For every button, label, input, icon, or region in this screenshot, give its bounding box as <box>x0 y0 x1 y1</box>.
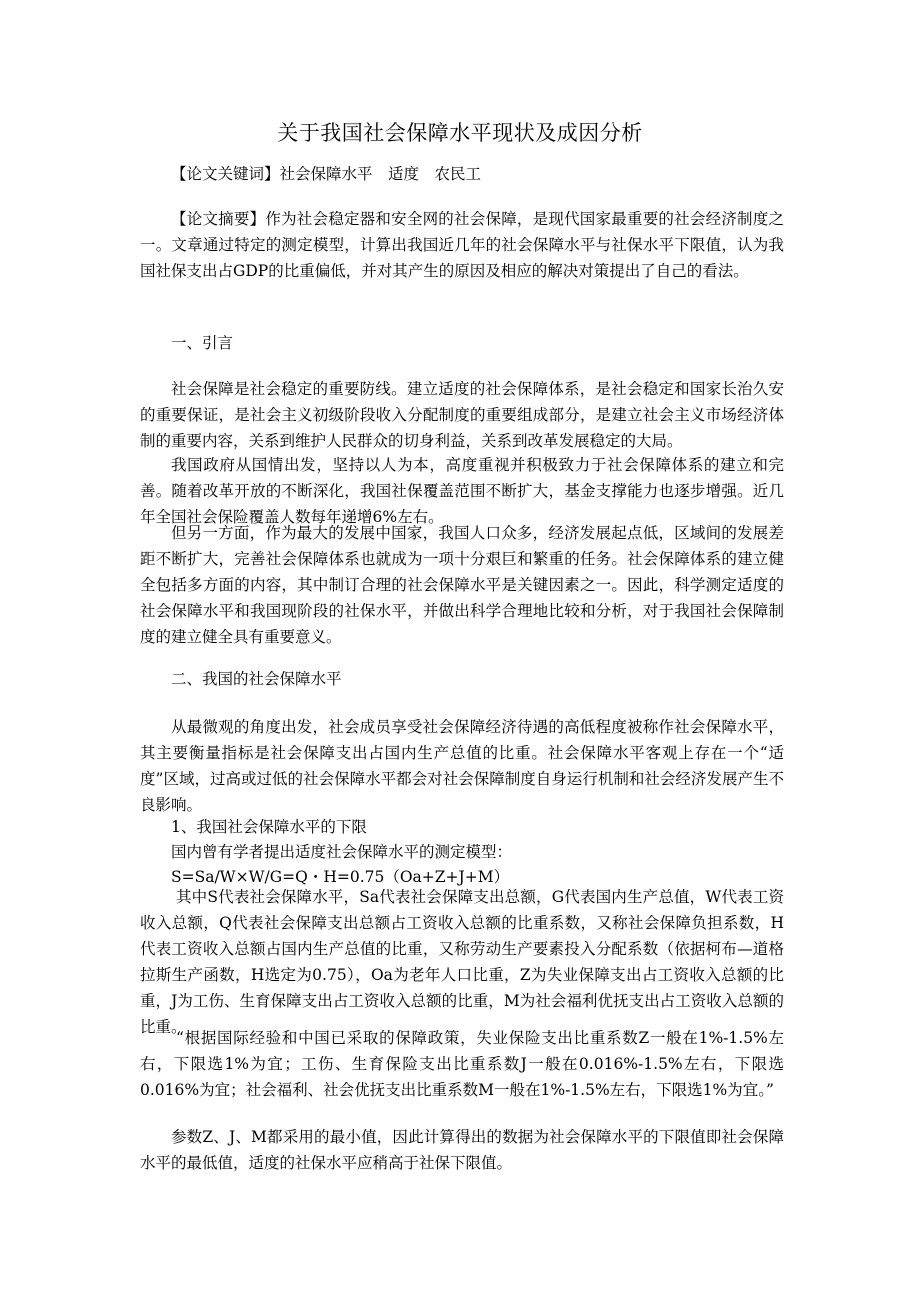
keywords-line: 【论文关键词】社会保障水平 适度 农民工 <box>171 165 482 183</box>
model-intro-line: 国内曾有学者提出适度社会保障水平的测定模型： <box>171 843 513 861</box>
section-heading-social-security-level: 二、我国的社会保障水平 <box>171 670 342 688</box>
intro-paragraph-3: 但另一方面，作为最大的发展中国家，我国人口众多，经济发展起点低，区域间的发展差距不断扩大，完善社会保障体系也就成为一项十分艰巨和繁重的任务。社会保障体系的建立健全包括多方面的内容，其中制订合理的社会保障水平是关键因素之一。因此，科学测定适度的社会保障水平和我国现阶段的社保水平，并做出科学合理地比较和分析，对于我国社会保障制度的建立健全具有重要意义。 <box>140 524 784 646</box>
variables-explanation-paragraph: 其中S代表社会保障水平，Sa代表社会保障支出总额，G代表国内生产总值，W代表工资收入总额，Q代表社会保障支出总额占工资收入总额的比重系数，又称社会保障负担系数，H代表工资收入总额占国内生产总值的比重，又称劳动生产要素投入分配系数（依据柯布—道格拉斯生产函数，H选定为0.75），Oa为老年人口比重，Z为失业保障支出占工资收入总额的比重，J为工伤、生育保障支出占工资收入总额的比重，M为社会福利优抚支出占工资收入总额的比重。 <box>140 888 784 1036</box>
intro-paragraph-2: 我国政府从国情出发，坚持以人为本，高度重视并积极致力于社会保障体系的建立和完善。随着改革开放的不断深化，我国社保覆盖范围不断扩大，基金支撑能力也逐步增强。近几年全国社会保险覆盖人数每年递增6%左右。 <box>140 456 784 526</box>
section-heading-introduction: 一、引言 <box>171 334 234 352</box>
intro-paragraph-1: 社会保障是社会稳定的重要防线。建立适度的社会保障体系，是社会稳定和国家长治久安的重要保证，是社会主义初级阶段收入分配制度的重要组成部分，是建立社会主义市场经济体制的重要内容，关系到维护人民群众的切身利益，关系到改革发展稳定的大局。 <box>140 380 784 450</box>
subsection-heading-lower-limit: 1、我国社会保障水平的下限 <box>171 818 367 836</box>
abstract-paragraph: 【论文摘要】作为社会稳定器和安全网的社会保障，是现代国家最重要的社会经济制度之一。文章通过特定的测定模型，计算出我国近几年的社会保障水平与社保水平下限值，认为我国社保支出占GDP的比重偏低，并对其产生的原因及相应的解决对策提出了自己的看法。 <box>140 210 784 280</box>
formula-line: S=Sa/W×W/G=Q・H=0.75（Oa+Z+J+M） <box>171 868 510 886</box>
document-title: 关于我国社会保障水平现状及成因分析 <box>277 121 643 145</box>
section2-intro-paragraph: 从最微观的角度出发，社会成员享受社会保障经济待遇的高低程度被称作社会保障水平，其主要衡量指标是社会保障支出占国内生产总值的比重。社会保障水平客观上存在一个“适度”区域，过高或过低的社会保障水平都会对社会保障制度自身运行机制和社会经济发展产生不良影响。 <box>140 718 784 814</box>
conclusion-paragraph: 参数Z、J、M都采用的最小值，因此计算得出的数据为社会保障水平的下限值即社会保障水平的最低值，适度的社保水平应稍高于社保下限值。 <box>140 1128 784 1172</box>
quoted-policy-paragraph: “根据国际经验和中国已采取的保障政策，失业保险支出比重系数Z一般在1%-1.5%左右，下限选1%为宜；工伤、生育保险支出比重系数J一般在0.016%-1.5%左右，下限选0.016%为宜；社会福利、社会优抚支出比重系数M一般在1%-1.5%左右，下限选1%为宜。” <box>140 1029 784 1099</box>
